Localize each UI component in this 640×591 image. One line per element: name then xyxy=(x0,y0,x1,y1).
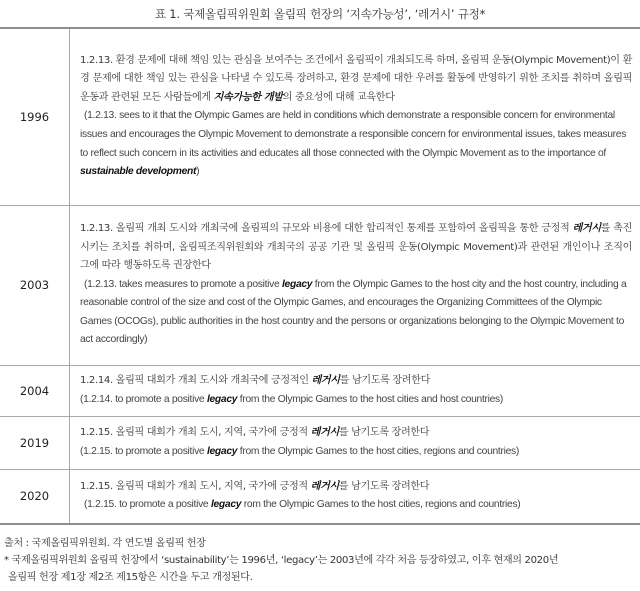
row-content xyxy=(70,205,640,365)
english-text xyxy=(80,276,632,350)
table-row xyxy=(0,469,640,524)
charter-table xyxy=(0,27,640,525)
korean-text xyxy=(80,220,632,276)
row-year: 2004 xyxy=(0,365,70,416)
row-content xyxy=(70,469,640,524)
english-text xyxy=(80,443,632,462)
english-emphasis: legacy xyxy=(281,278,313,290)
korean-emphasis: 지속가능한 개발 xyxy=(213,91,283,103)
korean-emphasis: 레거시 xyxy=(311,374,340,386)
korean-emphasis: 레거시 xyxy=(310,480,339,492)
english-text-part: from the Olympic Games to the host cities and host countries) xyxy=(237,393,504,405)
row-year: 2019 xyxy=(0,416,70,469)
english-text-part: from the Olympic Games to the host cities, regions and countries) xyxy=(237,445,520,457)
korean-text-part: 를 남기도록 장려한다 xyxy=(339,374,431,386)
row-content xyxy=(70,416,640,469)
korean-text-part: 1.2.14. 올림픽 대회가 개최 도시와 개최국에 긍정적인 xyxy=(80,374,312,386)
english-text-part: rom the Olympic Games to the host cities, regions and countries) xyxy=(241,499,521,511)
row-year: 1996 xyxy=(0,28,70,205)
korean-text-part: 1.2.15. 올림픽 대회가 개최 도시, 지역, 국가에 긍정적 xyxy=(80,426,311,438)
korean-text-part: 를 촉진시키는 조치를 취하며, 올림픽조직위원회와 개최국의 공공 기관 및 올림픽 운동(Olympic Movement)과 관련된 개인이나 조직이 그에 따라 행동하도록 권장한다 xyxy=(80,222,632,272)
table-title: 표 1. 국제올림픽위원회 올림픽 헌장의 ‘지속가능성’, ‘레거시’ 규정* xyxy=(154,7,486,21)
korean-text xyxy=(80,52,632,108)
table-footnotes xyxy=(4,535,634,586)
korean-text xyxy=(80,424,632,443)
english-text-part: (1.2.13. sees to it that the Olympic Games are held in conditions which demonstrate a responsible concern for environmental issues and encourages the Olympic Movement to demonstrate a responsible concern for environmental issues, takes measures to reflect such concern in its activities and educates all those connected with the Olympic Movement as to the importance of xyxy=(80,110,627,159)
table-row xyxy=(0,365,640,416)
korean-emphasis: 레거시 xyxy=(310,426,339,438)
footnote-line: * 국제올림픽위원회 올림픽 헌장에서 ‘sustainability’는 1996년, ‘legacy’는 2003년에 각각 처음 등장하였고, 이후 현재의 2020년 xyxy=(4,555,559,566)
english-text-part: ) xyxy=(196,166,200,178)
footnote-line: 올림픽 헌장 제1장 제2조 제15항은 시간을 두고 개정된다. xyxy=(8,572,253,583)
english-text xyxy=(80,496,632,515)
source-note: 출처 : 국제올림픽위원회. 각 연도별 올림픽 헌장 xyxy=(4,538,206,549)
korean-text xyxy=(80,478,632,497)
english-text-part: (1.2.15. to promote a positive xyxy=(80,445,207,457)
korean-emphasis: 레거시 xyxy=(572,222,601,234)
english-emphasis: legacy xyxy=(206,393,238,405)
english-text-part: (1.2.13. takes measures to promote a positive xyxy=(84,278,282,290)
row-year: 2003 xyxy=(0,205,70,365)
korean-text xyxy=(80,372,632,391)
english-text-part: (1.2.14. to promote a positive xyxy=(80,393,207,405)
english-text-part: from the Olympic Games to the host city and the host country, including a reasonable control of the size and cost of the Olympic Games, and encourages the Organizing Committees of the Olympic Games (OCOGs), public authorities in the host country and the persons or organizations belonging to the Olympic Movement to act accordingly) xyxy=(80,278,627,346)
table-row xyxy=(0,28,640,205)
row-content xyxy=(70,365,640,416)
korean-text-part: 를 남기도록 장려한다 xyxy=(338,480,430,492)
english-text-part: (1.2.15. to promote a positive xyxy=(84,499,211,511)
table-row xyxy=(0,205,640,365)
row-content xyxy=(70,28,640,205)
row-year: 2020 xyxy=(0,469,70,524)
korean-text-part: 1.2.15. 올림픽 대회가 개최 도시, 지역, 국가에 긍정적 xyxy=(80,480,311,492)
table-row xyxy=(0,416,640,469)
english-text xyxy=(80,107,632,181)
korean-text-part: 를 남기도록 장려한다 xyxy=(338,426,430,438)
korean-text-part: 1.2.13. 올림픽 개최 도시와 개최국에 올림픽의 규모와 비용에 대한 합리적인 통제를 포함하여 올림픽을 통한 긍정적 xyxy=(80,222,573,234)
korean-text-part: 의 중요성에 대해 교육한다 xyxy=(282,91,395,103)
english-emphasis: sustainable development xyxy=(80,166,197,178)
english-text xyxy=(80,391,632,410)
english-emphasis: legacy xyxy=(206,445,238,457)
english-emphasis: legacy xyxy=(210,499,242,511)
korean-text-part: 1.2.13. 환경 문제에 대해 책임 있는 관심을 보여주는 조건에서 올림픽이 개최되도록 하며, 올림픽 운동(Olympic Movement)이 환경 문제에 대한 책임 있는 관심을 나타낼 수 있도록 장려하고, 환경 문제에 대한 우려를 활동에 반영하기 위한 조치를 취하며 올림픽 운동과 관련된 모든 사람들에게 xyxy=(80,54,632,103)
